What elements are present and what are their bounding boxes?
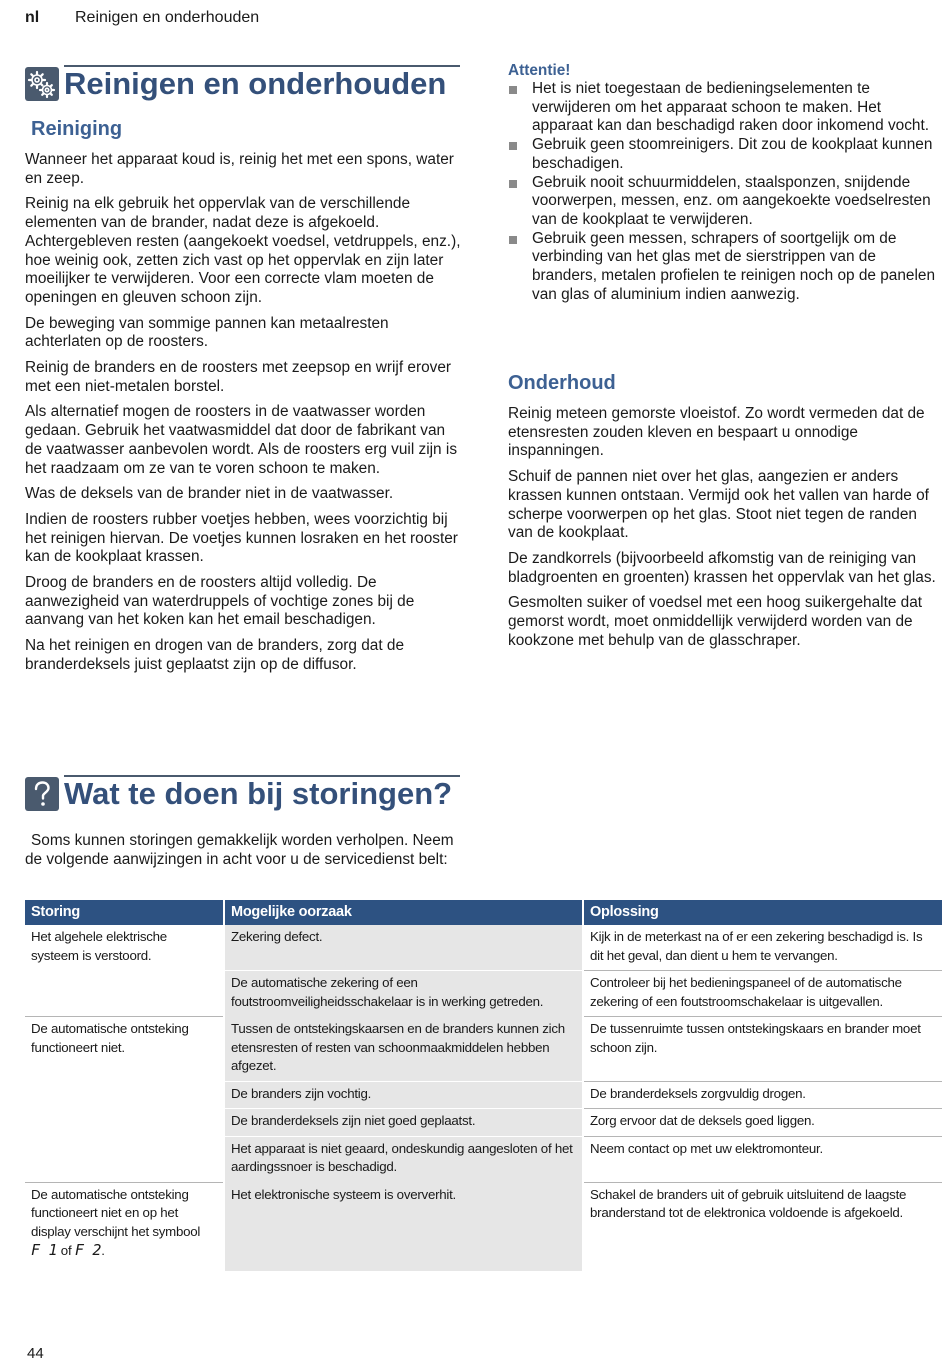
list-item: Gebruik geen stoomreinigers. Dit zou de kookplaat kunnen beschadigen.: [508, 136, 940, 173]
display-symbol-f1: F 1: [31, 1241, 58, 1259]
paragraph: Reinig de branders en de roosters met zeepsop en wrijf erover met een niet-metalen borstel.: [25, 359, 452, 395]
cell-oplossing: Kijk in de meterkast na of er een zekering beschadigd is. Is dit het geval, dan dient u hem te vervangen.: [590, 929, 923, 963]
cell-storing: [25, 1081, 224, 1109]
list-item: Gebruik nooit schuurmiddelen, staalsponzen, snijdende voorwerpen, messen, enz. om aangekoekte voedselresten van de kookplaat te verwijderen.: [508, 174, 940, 230]
header-title: Reinigen en onderhouden: [75, 9, 260, 26]
list-item: Gebruik geen messen, schrapers of soortgelijk om de verbinding van het glas met de sierstrippen van de branders, metalen profielen te reinigen noch op de panelen van glas of aluminium indien aanwezig.: [508, 230, 940, 305]
attention-label: Attentie!: [508, 62, 571, 79]
cell-oorzaak: De branderdeksels zijn niet goed geplaatst.: [224, 1109, 583, 1137]
cell-storing: [25, 1136, 224, 1182]
header-language: nl: [25, 9, 40, 26]
paragraph: Gesmolten suiker of voedsel met een hoog suikergehalte dat gemorst wordt, moet onmiddellijk verwijderd worden van de kookzone met behulp van de glasschraper.: [508, 594, 923, 649]
cell-storing-text: De automatische ontsteking functioneert niet en op het display verschijnt het symbool: [31, 1186, 201, 1239]
paragraph: Reinig meteen gemorste vloeistof. Zo wordt vermeden dat de etensresten zouden kleven en bespaart u onnodige inspanningen.: [508, 405, 925, 460]
paragraph: Reinig na elk gebruik het oppervlak van de verschillende elementen van de brander, nadat deze is afgekoeld. Achtergebleven resten (aangekoekt voedsel, vetdruppels, enz.), hoe weinig ook, zetten zich vast op het oppervlak en zijn later moeilijker te verwijderen. Voor een correcte vlam moeten de openingen en gleuven schoon zijn.: [25, 195, 461, 306]
subheading-reiniging: Reiniging: [31, 118, 123, 140]
table-row: [25, 1109, 942, 1137]
cell-oorzaak: De branders zijn vochtig.: [224, 1081, 583, 1109]
symbol-separator: of: [60, 1243, 72, 1258]
cell-storing: De automatische ontsteking functioneert niet en op het display verschijnt het symbool F 1 of F 2.: [25, 1182, 224, 1271]
section-title: Wat te doen bij storingen?: [64, 776, 453, 811]
table-row: [25, 1081, 942, 1109]
paragraph: De beweging van sommige pannen kan metaalresten achterlaten op de roosters.: [25, 314, 389, 351]
paragraph: De zandkorrels (bijvoorbeeld afkomstig van de reiniging van bladgroenten en groenten) krassen het oppervlak van het glas.: [508, 549, 936, 586]
reiniging-text: [25, 151, 465, 682]
troubleshooting-intro: Soms kunnen storingen gemakkelijk worden verholpen. Neem de volgende aanwijzingen in acht voor u de servicedienst belt:: [25, 832, 454, 868]
cell-storing: De automatische ontsteking functioneert niet.: [25, 1017, 224, 1082]
table-row: [25, 1136, 942, 1182]
cell-oorzaak: Het elektronische systeem is oververhit.: [224, 1182, 583, 1271]
paragraph: Als alternatief mogen de roosters in de vaatwasser worden gedaan. Gebruik het vaatwasmiddel dat door de fabrikant van de vaatwasser aanbevolen wordt. Als de roosters erg vuil zijn is het raadzaam om ze van te voren schoon te maken.: [25, 403, 458, 477]
column-header-storing: Storing: [25, 900, 224, 925]
column-header-oorzaak: Mogelijke oorzaak: [224, 900, 583, 925]
onderhoud-text: [508, 405, 942, 657]
list-item: Het is niet toegestaan de bedieningselementen te verwijderen om het apparaat schoon te maken. Het apparaat kan dan beschadigd raken door inkomend vocht.: [508, 80, 940, 136]
display-symbol-f2: F 2: [74, 1241, 102, 1259]
paragraph: Indien de roosters rubber voetjes hebben, wees voorzichtig bij het reinigen hiervan. De voetjes kunnen losraken en het rooster kan de kookplaat krassen.: [25, 510, 458, 566]
cell-storing: [25, 971, 224, 1017]
cell-oplossing: Neem contact op met uw elektromonteur.: [583, 1136, 942, 1182]
cell-oplossing: Schakel de branders uit of gebruik uitsluitend de laagste branderstand tot de elektronica voldoende is afgekoeld.: [583, 1182, 942, 1271]
table-row: [25, 1182, 942, 1271]
paragraph: Was de deksels van de brander niet in de vaatwasser.: [25, 485, 394, 503]
paragraph: Wanneer het apparaat koud is, reinig het met een spons, water en zeep.: [25, 151, 454, 187]
section-title: Reinigen en onderhouden: [64, 66, 447, 101]
table-row: [25, 925, 942, 971]
subheading-onderhoud: Onderhoud: [508, 372, 616, 394]
attentie-block: [508, 62, 940, 304]
table-header-row: [25, 900, 942, 925]
cell-oplossing: De tussenruimte tussen ontstekingskaars en brander moet schoon zijn.: [583, 1017, 942, 1082]
question-mark-icon: [25, 777, 59, 811]
table-row: [25, 1017, 942, 1082]
paragraph: Na het reinigen en drogen van de branders, zorg dat de branderdeksels juist geplaatst zijn op de diffusor.: [25, 637, 405, 673]
cell-oorzaak: De automatische zekering of een foutstroomveiligheidsschakelaar is in werking getreden.: [224, 971, 583, 1017]
section-heading-cleaning: [25, 65, 460, 101]
section-heading-troubleshooting: [25, 775, 460, 811]
cell-oplossing: Controleer bij het bedieningspaneel of de automatische zekering of een foutstroomschakelaar is uitgevallen.: [583, 971, 942, 1017]
page-number: 44: [27, 1345, 44, 1362]
cell-oorzaak: Zekering defect.: [224, 925, 583, 971]
cell-oorzaak: Tussen de ontstekingskaarsen en de branders kunnen zich etensresten of resten van schoonmaakmiddelen hebben afgezet.: [224, 1017, 583, 1082]
paragraph: Schuif de pannen niet over het glas, aangezien er anders krassen kunnen ontstaan. Vermijd ook het vallen van harde of scherpe voorwerpen op het glas. Stoot niet tegen de randen van de kookplaat.: [508, 468, 929, 542]
paragraph: Droog de branders en de roosters altijd volledig. De aanwezigheid van waterdruppels of vochtige zones bij de aanvang van het koken kan het email beschadigen.: [25, 574, 415, 629]
cell-storing: Het algehele elektrische systeem is verstoord.: [25, 925, 224, 971]
cell-oplossing: Zorg ervoor dat de deksels goed liggen.: [583, 1109, 942, 1137]
cell-storing: [25, 1109, 224, 1137]
attention-list: [508, 80, 940, 304]
gears-icon: [25, 67, 59, 101]
cell-oorzaak: Het apparaat is niet geaard, ondeskundig aangesloten of het aardingssnoer is beschadigd.: [224, 1136, 583, 1182]
column-header-oplossing: Oplossing: [583, 900, 942, 925]
cell-oplossing: De branderdeksels zorgvuldig drogen.: [583, 1081, 942, 1109]
table-row: [25, 971, 942, 1017]
troubleshooting-table: [25, 900, 942, 1271]
